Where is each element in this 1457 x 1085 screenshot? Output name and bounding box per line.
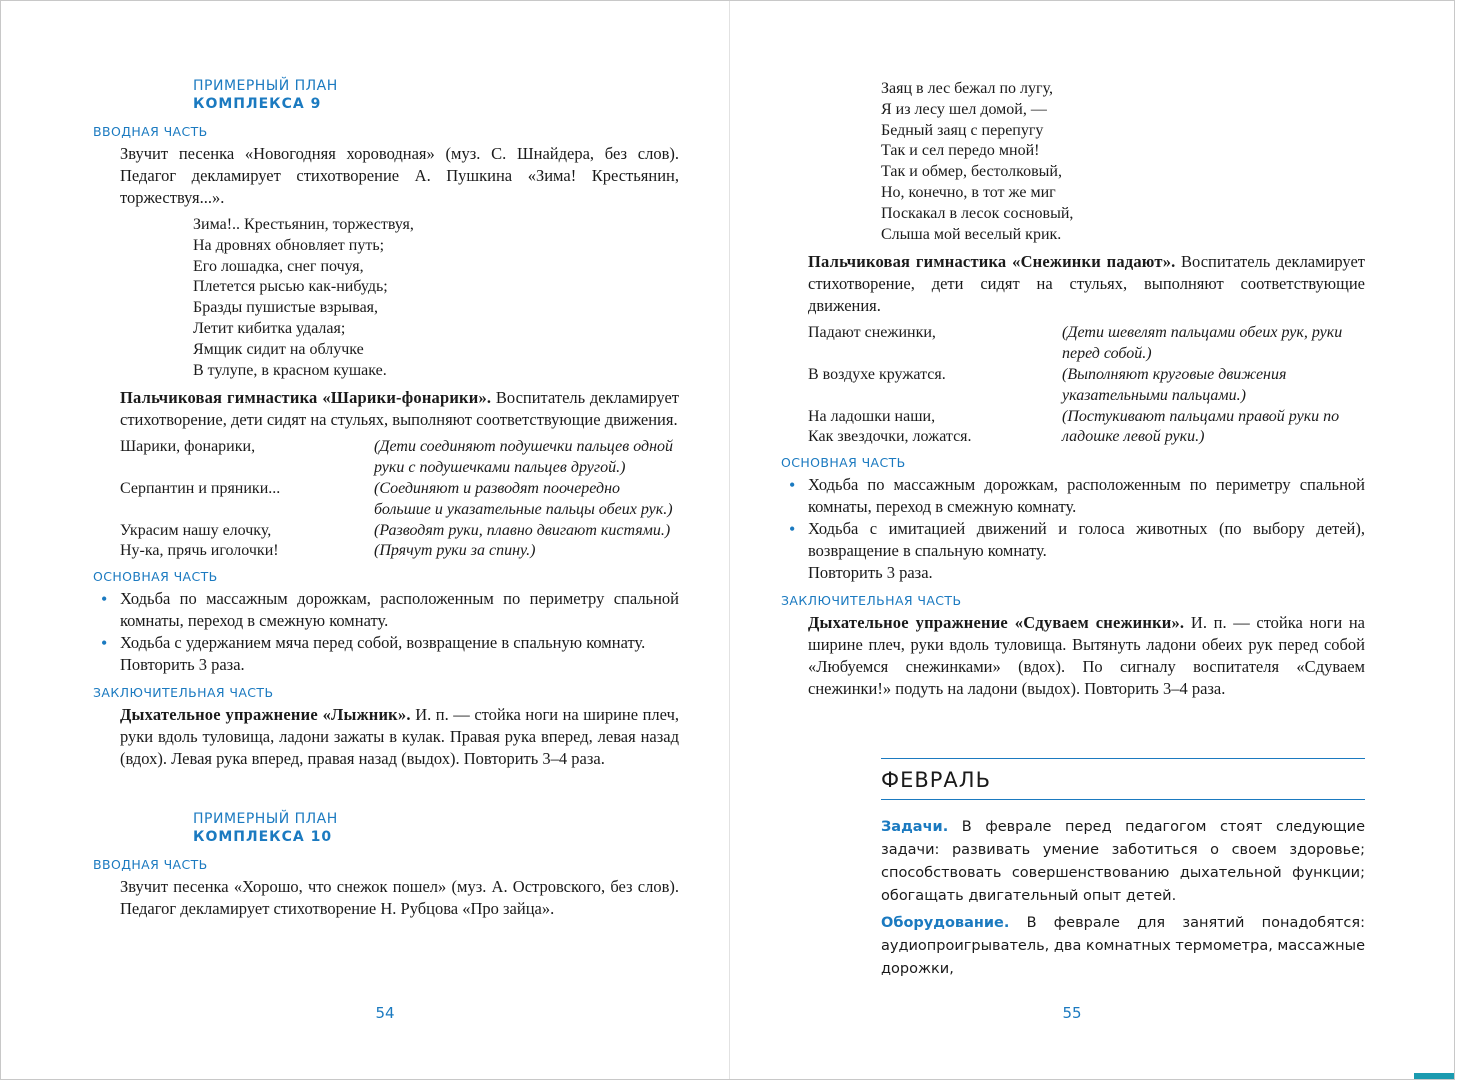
plan-9-title-line2: КОМПЛЕКСА 9 bbox=[193, 96, 322, 112]
plan-9-finger-gymnastics bbox=[120, 387, 679, 431]
rubtsov-poem-line: Я из лесу шел домой, — bbox=[881, 100, 1047, 118]
february-bottom-rule bbox=[881, 799, 1365, 800]
rubtsov-poem-line: Поскакал в лесок сосновый, bbox=[881, 204, 1074, 222]
page-left-content bbox=[93, 77, 679, 922]
right-action-row bbox=[808, 323, 1365, 365]
plan-10-intro-heading: ВВОДНАЯ ЧАСТЬ bbox=[93, 857, 208, 873]
right-final-heading: ЗАКЛЮЧИТЕЛЬНАЯ ЧАСТЬ bbox=[781, 593, 962, 609]
right-main-list-item: • Ходьба по массажным дорожкам, расположенным по периметру спальной комнаты, переход в смежную комнату. bbox=[781, 474, 1365, 518]
rubtsov-poem-line: Слыша мой веселый крик. bbox=[881, 225, 1062, 243]
right-main-heading: ОСНОВНАЯ ЧАСТЬ bbox=[781, 455, 906, 471]
pushkin-poem-line: Ямщик сидит на облучке bbox=[193, 340, 364, 358]
right-action-description: (Дети шевелят пальцами обеих рук, руки перед собой.) bbox=[1062, 324, 1343, 363]
page-right-content bbox=[781, 79, 1365, 985]
right-action-words: Падают снежинки, bbox=[808, 324, 936, 342]
plan-9-main-list-item: • Ходьба с удержанием мяча перед собой, возвращение в спальную комнату. bbox=[93, 632, 679, 654]
page-number-left: 54 bbox=[375, 1004, 395, 1022]
pushkin-poem-line: Летит кибитка удалая; bbox=[193, 319, 346, 337]
corner-marker bbox=[1414, 1073, 1454, 1079]
plan-9-action-words: Серпантин и пряники... bbox=[120, 479, 281, 497]
plan-9-action-words: Ну-ка, прячь иголочки! bbox=[120, 542, 279, 560]
page-number-right: 55 bbox=[1062, 1004, 1082, 1022]
page-left bbox=[1, 1, 729, 1081]
right-main-list bbox=[781, 474, 1365, 562]
plan-10-title bbox=[193, 810, 679, 846]
page-right bbox=[730, 1, 1456, 1081]
right-finger-title: Пальчиковая гимнастика «Снежинки падают». bbox=[808, 252, 1176, 272]
right-final-text bbox=[808, 612, 1365, 700]
plan-9-action-description: (Соединяют и разводят поочередно большие и указательные пальцы обеих рук.) bbox=[374, 479, 673, 518]
rubtsov-poem bbox=[881, 79, 1365, 245]
february-equipment-text: В феврале для занятий понадобятся: аудиопроигрыватель, два комнатных термометра, массажные дорожки, bbox=[881, 915, 1365, 978]
pushkin-poem-line: В тулупе, в красном кушаке. bbox=[193, 361, 387, 379]
right-action-row bbox=[808, 407, 1365, 449]
plan-9-intro-text: Звучит песенка «Новогодняя хороводная» (муз. С. Шнайдера, без слов). Педагог декламирует стихотворение А. Пушкина «Зима! Крестьянин, торжествуя...». bbox=[120, 144, 679, 207]
plan-9-final-body: И. п. — стойка ноги на ширине плеч, руки вдоль туловища, ладони зажаты в кулак. Правая рука вперед, левая назад (вдох). Левая рука вперед, правая назад (выдох). Повторить 3–4 раза. bbox=[120, 705, 679, 769]
plan-9-main-repeat: Повторить 3 раза. bbox=[120, 655, 245, 675]
february-tasks bbox=[881, 816, 1365, 908]
pushkin-poem bbox=[193, 215, 679, 381]
plan-9-action-words: Украсим нашу елочку, bbox=[120, 521, 272, 539]
plan-9-action-words: Шарики, фонарики, bbox=[120, 438, 256, 456]
right-action-words: На ладошки наши, Как звездочки, ложатся. bbox=[808, 407, 972, 446]
february-tasks-text: В феврале перед педагогом стоят следующие задачи: развивать умение заботиться о своем здоровье; способствовать совершенствованию дыхательной функции; обогащать двигательный опыт детей. bbox=[881, 819, 1365, 905]
right-action-description: (Постукивают пальцами правой руки по ладошке левой руки.) bbox=[1062, 407, 1340, 446]
right-finger-text: Воспитатель декламирует стихотворение, дети сидят на стульях, выполняют соответствующие движения. bbox=[808, 252, 1365, 316]
plan-9-final-heading: ЗАКЛЮЧИТЕЛЬНАЯ ЧАСТЬ bbox=[93, 685, 274, 701]
february-equipment-label: Оборудование. bbox=[881, 915, 1010, 932]
plan-9-action-description: (Прячут руки за спину.) bbox=[374, 542, 536, 560]
pushkin-poem-line: Зима!.. Крестьянин, торжествуя, bbox=[193, 216, 414, 233]
right-final-title: Дыхательное упражнение «Сдуваем снежинки». bbox=[808, 613, 1185, 633]
plan-9-main-list-item: • Ходьба по массажным дорожкам, расположенным по периметру спальной комнаты, переход в смежную комнату. bbox=[93, 588, 679, 632]
february-section bbox=[881, 758, 1365, 981]
right-action-row bbox=[808, 365, 1365, 407]
plan-9-title bbox=[193, 77, 679, 113]
plan-9-final-text bbox=[120, 704, 679, 770]
rubtsov-poem-line: Так и обмер, бестолковый, bbox=[881, 163, 1062, 181]
plan-9-action-row bbox=[120, 541, 679, 562]
right-main-list-item: • Ходьба с имитацией движений и голоса животных (по выбору детей), возвращение в спальную комнату. bbox=[781, 518, 1365, 562]
plan-9-action-row bbox=[120, 437, 679, 479]
plan-9-title-line1: ПРИМЕРНЫЙ ПЛАН bbox=[193, 78, 338, 94]
plan-10-title-line2: КОМПЛЕКСА 10 bbox=[193, 829, 333, 846]
right-finger-gymnastics bbox=[808, 251, 1365, 317]
right-actions bbox=[808, 323, 1365, 448]
pushkin-poem-line: Его лошадка, снег почуя, bbox=[193, 257, 364, 275]
rubtsov-poem-line: Но, конечно, в тот же миг bbox=[881, 183, 1056, 201]
plan-10-intro-text: Звучит песенка «Хорошо, что снежок пошел» (муз. А. Островского, без слов). Педагог декламирует стихотворение Н. Рубцова «Про зайца». bbox=[120, 877, 679, 919]
february-tasks-label: Задачи. bbox=[881, 819, 949, 836]
plan-10-title-line1: ПРИМЕРНЫЙ ПЛАН bbox=[193, 811, 338, 828]
plan-9-action-description: (Дети соединяют подушечки пальцев одной руки с подушечками пальцев другой.) bbox=[374, 438, 674, 477]
rubtsov-poem-line: Заяц в лес бежал по лугу, bbox=[881, 80, 1053, 97]
february-equipment bbox=[881, 912, 1365, 981]
plan-9-action-row bbox=[120, 521, 679, 542]
rubtsov-poem-line: Так и сел передо мной! bbox=[881, 142, 1040, 160]
plan-9-action-row bbox=[120, 479, 679, 521]
plan-9-final-title: Дыхательное упражнение «Лыжник». bbox=[120, 705, 411, 725]
plan-9-main-list bbox=[93, 588, 679, 654]
pushkin-poem-line: Плетется рысью как-нибудь; bbox=[193, 278, 388, 296]
plan-9-finger-text: Воспитатель декламирует стихотворение, дети сидят на стульях, выполняют соответствующие движения. bbox=[120, 388, 679, 430]
rubtsov-poem-line: Бедный заяц с перепугу bbox=[881, 121, 1044, 139]
plan-9-actions bbox=[120, 437, 679, 562]
right-action-words: В воздухе кружатся. bbox=[808, 365, 946, 383]
plan-9-main-heading: ОСНОВНАЯ ЧАСТЬ bbox=[93, 569, 218, 585]
plan-9-finger-title: Пальчиковая гимнастика «Шарики-фонарики». bbox=[120, 388, 492, 408]
pushkin-poem-line: Бразды пушистые взрывая, bbox=[193, 299, 379, 317]
plan-9-action-description: (Разводят руки, плавно двигают кистями.) bbox=[374, 521, 671, 539]
plan-9-intro-heading: ВВОДНАЯ ЧАСТЬ bbox=[93, 124, 208, 139]
right-main-repeat: Повторить 3 раза. bbox=[808, 563, 933, 583]
right-final-body: И. п. — стойка ноги на ширине плеч, руки вдоль туловища. Вытянуть ладони обеих рук перед собой «Любуемся снежинками» (вдох). По сигналу воспитателя «Сдуваем снежинки!» подуть на ладони (выдох). Повторить 3–4 раза. bbox=[808, 613, 1365, 699]
right-action-description: (Выполняют круговые движения указательными пальцами.) bbox=[1062, 365, 1287, 404]
pushkin-poem-line: На дровнях обновляет путь; bbox=[193, 236, 385, 254]
february-title: ФЕВРАЛЬ bbox=[881, 768, 991, 793]
